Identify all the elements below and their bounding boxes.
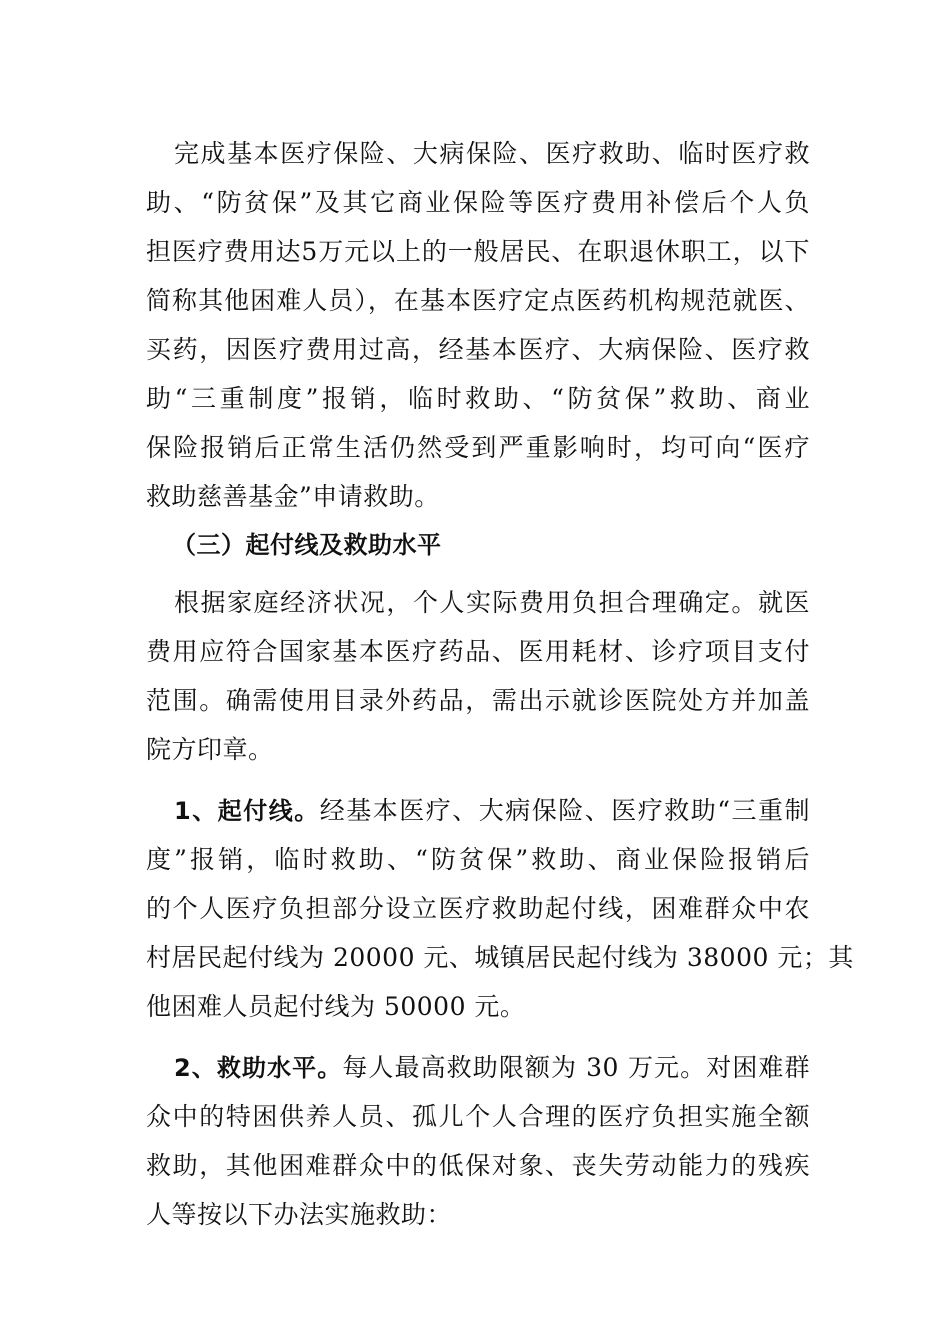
text-line [146, 786, 810, 835]
text-line: 完成基本医疗保险、大病保险、医疗救助、临时医疗救 [174, 139, 810, 168]
item-first-line: 每人最高救助限额为 30 万元。对困难群 [342, 1053, 810, 1082]
text-line: 的个人医疗负担部分设立医疗救助起付线，困难群众中农 [146, 894, 810, 923]
text-line: 救助慈善基金”申请救助。 [146, 482, 440, 511]
text-line: 根据家庭经济状况，个人实际费用负担合理确定。就医 [174, 588, 810, 617]
text-line: 保险报销后正常生活仍然受到严重影响时，均可向“医疗 [146, 433, 810, 462]
document-page [146, 129, 854, 1239]
item-first-line: 经基本医疗、大病保险、医疗救助“三重制 [319, 796, 810, 825]
paragraph-eligibility [146, 129, 810, 521]
text-line: 村居民起付线为 20000 元、城镇居民起付线为 38000 元；其 [146, 943, 854, 972]
item-aid-level [146, 1043, 810, 1239]
text-line: 人等按以下办法实施救助： [146, 1200, 453, 1229]
text-line: 度”报销，临时救助、“防贫保”救助、商业保险报销后 [146, 845, 810, 874]
text-line: 助“三重制度”报销，临时救助、“防贫保”救助、商业 [146, 384, 810, 413]
text-line: 范围。确需使用目录外药品，需出示就诊医院处方并加盖 [146, 686, 810, 715]
section-heading: （三）起付线及救助水平 [172, 531, 442, 559]
text-line: 助、“防贫保”及其它商业保险等医疗费用补偿后个人负 [146, 188, 810, 217]
text-line: 简称其他困难人员），在基本医疗定点医药机构规范就医、 [146, 286, 810, 315]
text-line: 救助，其他困难群众中的低保对象、丧失劳动能力的残疾 [146, 1151, 810, 1180]
text-line [146, 1043, 810, 1092]
text-line: 院方印章。 [146, 735, 274, 764]
paragraph-expense-scope [146, 578, 810, 774]
text-line: 买药，因医疗费用过高，经基本医疗、大病保险、医疗救 [146, 335, 810, 364]
text-line: 他困难人员起付线为 50000 元。 [146, 992, 526, 1021]
text-line: 众中的特困供养人员、孤儿个人合理的医疗负担实施全额 [146, 1102, 810, 1131]
item-lead: 1、起付线。 [174, 797, 320, 825]
item-deductible [146, 786, 854, 1031]
text-line: 费用应符合国家基本医疗药品、医用耗材、诊疗项目支付 [146, 637, 810, 666]
item-lead: 2、救助水平。 [174, 1054, 343, 1082]
text-line: 担医疗费用达5万元以上的一般居民、在职退休职工，以下 [146, 237, 810, 266]
